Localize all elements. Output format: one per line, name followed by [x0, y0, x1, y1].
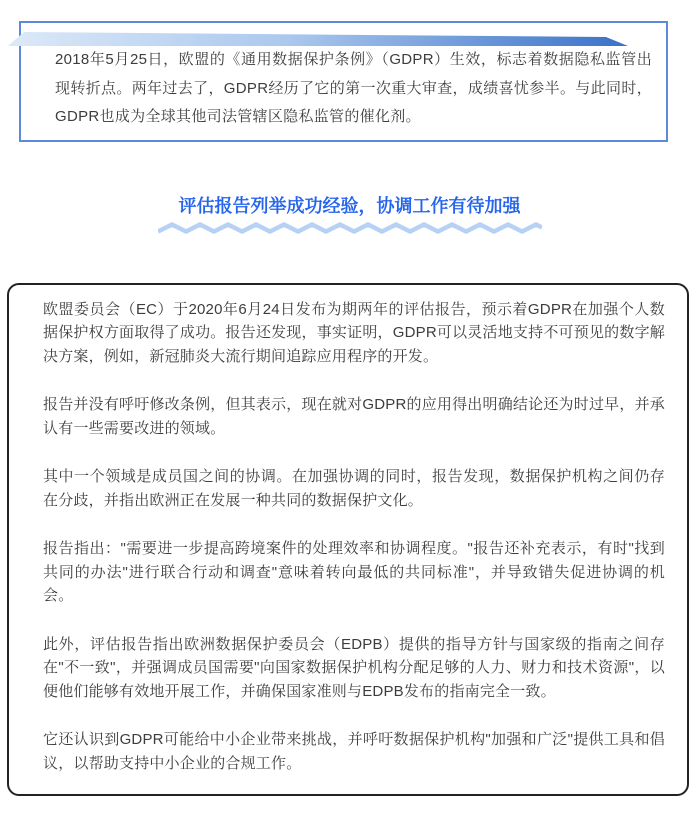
- intro-card: [19, 21, 668, 142]
- article-card: [7, 283, 689, 797]
- article-paragraph: 报告指出："需要进一步提高跨境案件的处理效率和协调程度。"报告还补充表示，有时"找到共同的办法"进行联合行动和调查"意味着转向最低的共同标准"，并导致错失促进协调的机会。: [43, 540, 665, 604]
- ribbon-decoration: [8, 32, 628, 47]
- intro-text: 2018年5月25日，欧盟的《通用数据保护条例》（GDPR）生效，标志着数据隐私监管出现转折点。两年过去了，GDPR经历了它的第一次重大审查，成绩喜忧参半。与此同时，GDPR也成为全球其他司法管辖区隐私监管的催化剂。: [55, 51, 652, 125]
- article-paragraph: 欧盟委员会（EC）于2020年6月24日发布为期两年的评估报告，预示着GDPR在加强个人数据保护权方面取得了成功。报告还发现，事实证明，GDPR可以灵活地支持不可预见的数字解决方案，例如，新冠肺炎大流行期间追踪应用程序的开发。: [43, 300, 665, 365]
- section-heading-title: 评估报告列举成功经验，协调工作有待加强: [178, 195, 521, 216]
- article-paragraph: 报告并没有呼吁修改条例，但其表示，现在就对GDPR的应用得出明确结论还为时过早，并承认有一些需要改进的领域。: [43, 396, 665, 437]
- article-paragraph: 此外，评估报告指出欧洲数据保护委员会（EDPB）提供的指导方针与国家级的指南之间存在"不一致"，并强调成员国需要"向国家数据保护机构分配足够的人力、财力和技术资源"，以便他们能够有效地开展工作，并确保国家准则与EDPB发布的指南完全一致。: [43, 635, 665, 700]
- zigzag-underline-decoration: [158, 222, 542, 234]
- article-page: [0, 21, 699, 821]
- article-paragraph: 其中一个领域是成员国之间的协调。在加强协调的同时，报告发现，数据保护机构之间仍存在分歧，并指出欧洲正在发展一种共同的数据保护文化。: [43, 468, 665, 509]
- article-paragraph: 它还认识到GDPR可能给中小企业带来挑战，并呼吁数据保护机构"加强和广泛"提供工具和倡议，以帮助支持中小企业的合规工作。: [43, 731, 665, 772]
- section-heading: [0, 193, 699, 234]
